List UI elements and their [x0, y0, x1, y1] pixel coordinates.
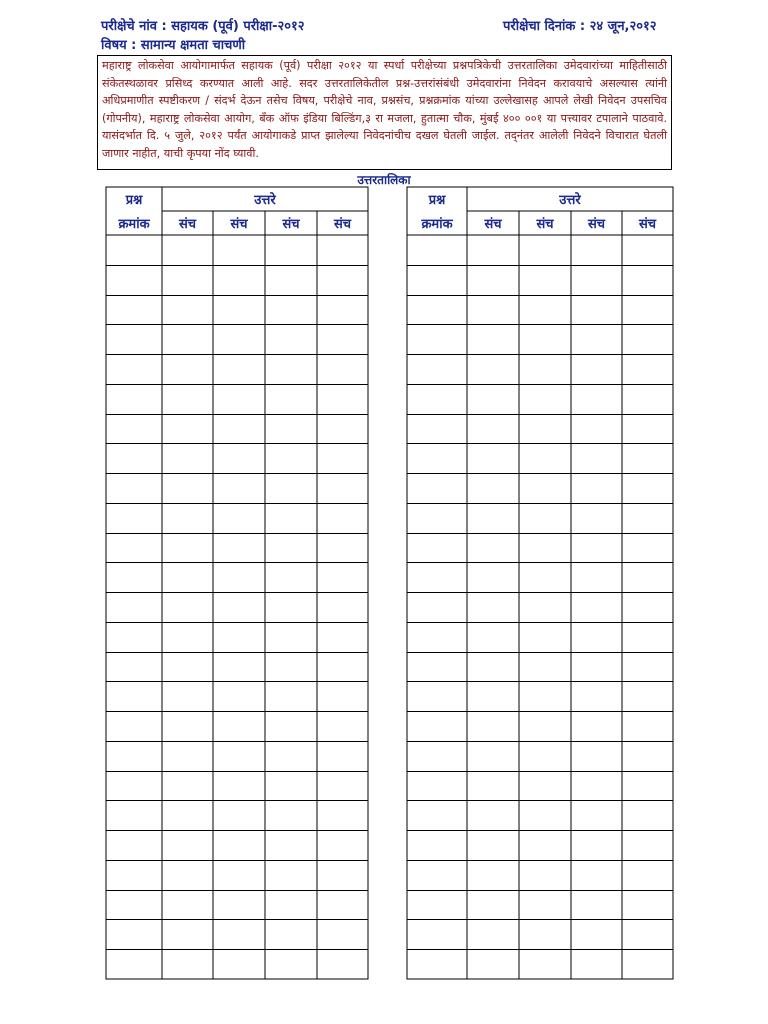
exam-name: परीक्षेचे नांव : सहायक (पूर्व) परीक्षा-२०१२ [101, 19, 305, 34]
set-header: संच [638, 217, 657, 232]
set-header: संच [178, 217, 197, 232]
answer-key-caption: उत्तरतालिका [357, 173, 411, 187]
number-header: क्रमांक [421, 217, 453, 232]
set-header: संच [230, 217, 248, 232]
exam-date: परीक्षेचा दिनांक : २४ जून,२०१२ [503, 19, 657, 34]
subject: विषय : सामान्य क्षमता चाचणी [101, 38, 246, 53]
answers-header: उत्तरे [254, 193, 276, 208]
set-header: संच [282, 217, 300, 232]
question-header: प्रश्न [428, 193, 446, 208]
set-header: संच [587, 217, 606, 232]
set-header: संच [484, 217, 502, 232]
notice-box: महाराष्ट्र लोकसेवा आयोगामार्फत सहायक (पूर्व) परीक्षा २०१२ या स्पर्धा परीक्षेच्या प्रश्नपत्रिकेची उत्तरतालिका उमेदवारांच्या माहितीसाठी संकेतस्थळावर प्रसिध्द करण्यात आली आहे. सदर उत्तरतालिकेतील प्रश्न-उत्तरांसंबंधी उमेदवारांना निवेदन करावयाचे असल्यास त्यांनी अधिप्रमाणीत स्पष्टीकरण / संदर्भ देऊन तसेच विषय, परीक्षेचे नाव, प्रश्नसंच, प्रश्नक्रमांक यांच्या उल्लेखासह आपले लेखी निवेदन उपसचिव (गोपनीय), महाराष्ट्र लोकसेवा आयोग, बँक ऑफ इंडिया बिल्डिंग,३ रा मजला, हुतात्मा चौक, मुंबई ४०० ००१ या पत्त्यावर टपालाने पाठवावे. यासंदर्भात दि. ५ जुले, २०१२ पर्यंत आयोगाकडे प्राप्त झालेल्या निवेदनांचीच दखल घेतली जाईल. तद्नंतर आलेली निवेदने विचारात घेतली जाणार नाहीत, याची कृपया नोंद घ्यावी. [97, 55, 672, 170]
answers-header: उत्तरे [559, 193, 581, 208]
number-header: क्रमांक [118, 217, 150, 232]
set-header: संच [333, 217, 352, 232]
set-header: संच [536, 217, 554, 232]
question-header: प्रश्न [125, 193, 143, 208]
